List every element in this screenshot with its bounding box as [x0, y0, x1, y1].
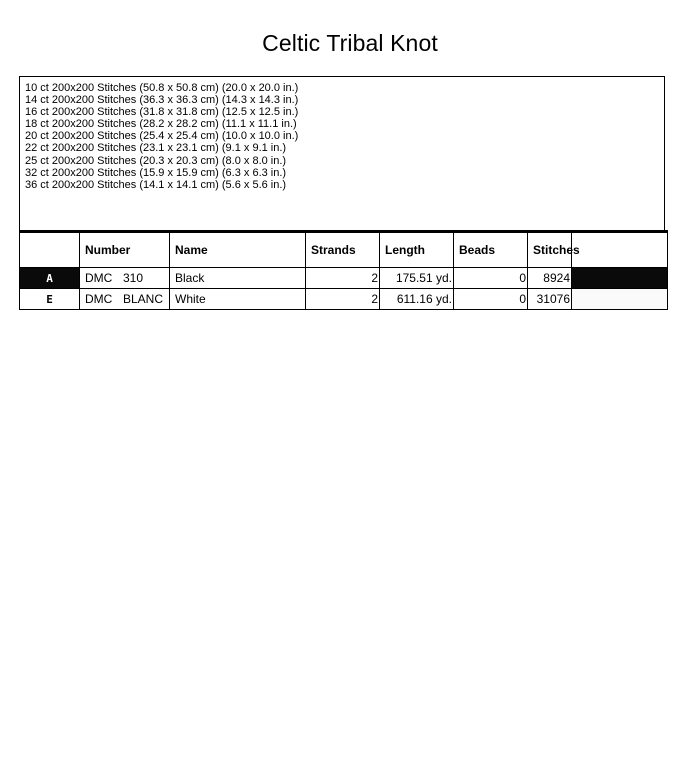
table-header-row — [20, 232, 668, 268]
table-row — [20, 289, 668, 310]
swatch-header — [572, 232, 668, 268]
color-swatch — [572, 268, 668, 289]
symbol-cell: E — [20, 289, 80, 310]
name-cell: White — [170, 289, 306, 310]
fabric-size-line: 32 ct 200x200 Stitches (15.9 x 15.9 cm) (6.3 x 6.3 in.) — [25, 166, 287, 179]
code-label: BLANC — [123, 292, 164, 306]
color-swatch — [572, 289, 668, 310]
stitches-cell: 31076 — [528, 289, 572, 310]
table-row — [20, 268, 668, 289]
fabric-size-line: 36 ct 200x200 Stitches (14.1 x 14.1 cm) (5.6 x 5.6 in.) — [25, 178, 287, 191]
fabric-size-line: 25 ct 200x200 Stitches (20.3 x 20.3 cm) (8.0 x 8.0 in.) — [25, 154, 287, 167]
name-header: Name — [170, 232, 306, 268]
number-header: Number — [80, 232, 170, 268]
symbol-header — [20, 232, 80, 268]
fabric-size-line: 14 ct 200x200 Stitches (36.3 x 36.3 cm) (14.3 x 14.3 in.) — [25, 94, 299, 107]
brand-label: DMC — [85, 292, 113, 306]
fabric-sizes-box — [19, 76, 665, 231]
thread-legend-table — [19, 230, 668, 310]
strands-cell: 2 — [306, 289, 380, 310]
fabric-size-line: 18 ct 200x200 Stitches (28.2 x 28.2 cm) (11.1 x 11.1 in.) — [25, 118, 297, 131]
strands-cell: 2 — [306, 268, 380, 289]
fabric-size-line: 20 ct 200x200 Stitches (25.4 x 25.4 cm) (10.0 x 10.0 in.) — [25, 130, 299, 143]
name-cell: Black — [170, 268, 306, 289]
brand-label: DMC — [85, 271, 113, 285]
number-cell — [80, 268, 170, 289]
length-cell: 611.16 yd. — [380, 289, 454, 310]
page-title: Celtic Tribal Knot — [262, 30, 438, 56]
code-label: 310 — [123, 271, 144, 285]
fabric-size-line: 10 ct 200x200 Stitches (50.8 x 50.8 cm) (20.0 x 20.0 in.) — [25, 82, 299, 94]
length-header: Length — [380, 232, 454, 268]
stitches-cell: 8924 — [528, 268, 572, 289]
symbol-cell: A — [20, 268, 80, 289]
strands-header: Strands — [306, 232, 380, 268]
fabric-size-line: 22 ct 200x200 Stitches (23.1 x 23.1 cm) (9.1 x 9.1 in.) — [25, 142, 287, 155]
length-cell: 175.51 yd. — [380, 268, 454, 289]
beads-cell: 0 — [454, 289, 528, 310]
stitches-header: Stitches — [528, 232, 572, 268]
fabric-size-line: 16 ct 200x200 Stitches (31.8 x 31.8 cm) (12.5 x 12.5 in.) — [25, 106, 299, 119]
beads-header: Beads — [454, 232, 528, 268]
number-cell — [80, 289, 170, 310]
beads-cell: 0 — [454, 268, 528, 289]
